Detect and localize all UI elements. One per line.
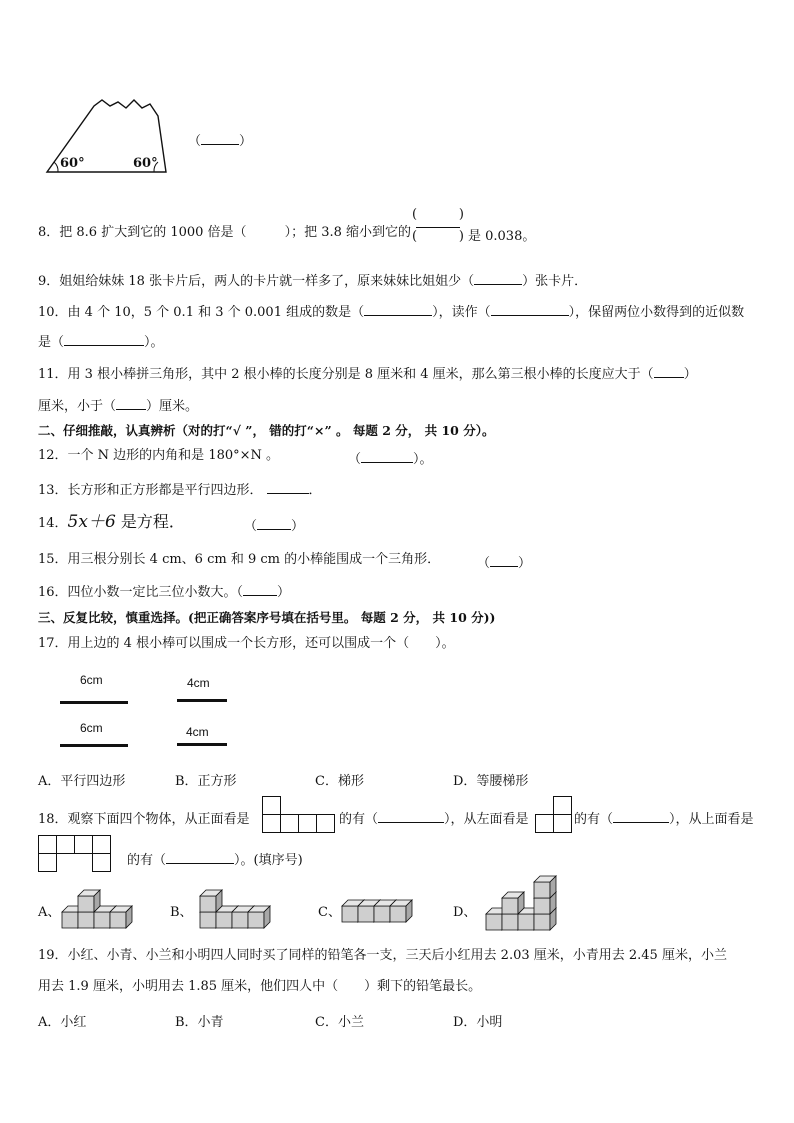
stick-2 [177,699,227,702]
q19-option-c[interactable]: C．小兰 [315,1015,364,1030]
question-17: 17．用上边的 4 根小棒可以围成一个长方形，还可以围成一个（ ）。 [38,636,455,651]
cube [78,890,100,912]
question-18-line2: 的有（ ）。(填序号) [127,853,303,868]
section-3-heading: 三、反复比较，慎重选择。(把正确答案序号填在括号里。 每题 2 分， 共 10 分)) [38,610,496,625]
top-view-figure [38,835,114,875]
q19-option-d[interactable]: D．小明 [453,1015,503,1030]
question-10-line2: 是（ ）。 [38,335,164,350]
question-12: 12．一个 N 边形的内角和是 180°×N 。 [38,448,280,463]
stick-label-1: 6cm [80,673,103,687]
question-11-line2: 厘米，小于（ ）厘米。 [38,399,199,414]
q18-option-a[interactable]: A、 [38,905,61,920]
q19-option-b[interactable]: B．小青 [175,1015,224,1030]
q14-answer-blank[interactable]: （ ） [244,519,305,534]
section-2-heading: 二、仔细推敲，认真辨析（对的打“√ ”， 错的打“×” 。 每题 2 分， 共 10 分）。 [38,423,495,438]
q11-min-blank[interactable] [654,365,684,378]
stick-4 [177,743,227,746]
question-16: 16．四位小数一定比三位小数大。（ ） [38,585,291,600]
q17-option-c[interactable]: C．梯形 [315,774,364,789]
q18-top-blank[interactable] [166,851,234,864]
q17-option-a[interactable]: A．平行四边形 [38,774,126,789]
q16-answer-blank[interactable] [243,583,277,596]
cube [248,906,270,928]
question-8: 8．把 8.6 扩大到它的 1000 倍是（ ）；把 3.8 缩小到它的 [38,225,412,240]
object-a-cubes [60,880,144,934]
q13-answer-blank[interactable] [267,481,309,494]
question-14: 14．5x＋6 是方程． [38,512,185,532]
q8-fraction-blank[interactable]: ( ) ( ) [412,207,464,244]
q19-option-a[interactable]: A．小红 [38,1015,87,1030]
stick-1 [60,701,128,704]
question-18-mid1: 的有（ ），从左面看是 [339,812,529,827]
stick-label-2: 4cm [187,676,210,690]
q17-option-b[interactable]: B．正方形 [175,774,237,789]
q18-option-c[interactable]: C、 [318,905,341,920]
triangle-angle-left: 60° [60,156,85,171]
triangle-angle-right: 60° [133,156,158,171]
question-11: 11．用 3 根小棒拼三角形，其中 2 根小棒的长度分别是 8 厘米和 4 厘米，那么第三根小棒的长度应大于（ ） [38,367,697,382]
cube [200,890,222,912]
triangle-answer-blank[interactable]: （ ） [188,134,253,149]
question-18-mid2: 的有（ ），从上面看是 [574,812,754,827]
object-b-cubes [196,880,286,934]
cube [534,876,556,898]
q17-option-d[interactable]: D．等腰梯形 [453,774,529,789]
stick-3 [60,744,128,747]
front-view-figure [262,796,338,834]
cube [390,900,412,922]
object-d-cubes [484,880,574,934]
q11-max-blank[interactable] [116,397,146,410]
object-c-cubes [340,880,430,934]
q10-approx-blank[interactable] [64,333,144,346]
stick-label-3: 6cm [80,721,103,735]
q10-reading-blank[interactable] [491,303,569,316]
q9-answer-blank[interactable] [474,272,522,285]
q18-option-b[interactable]: B、 [170,905,193,920]
question-15: 15．用三根分别长 4 cm、6 cm 和 9 cm 的小棒能围成一个三角形． [38,552,441,567]
question-19-line1: 19．小红、小青、小兰和小明四人同时买了同样的铅笔各一支，三天后小红用去 2.03 厘米，小青用去 2.45 厘米，小兰 [38,948,727,963]
left-view-figure [534,796,574,834]
question-10: 10．由 4 个 10，5 个 0.1 和 3 个 0.001 组成的数是（ ），读作（ ），保留两位小数得到的近似数 [38,305,745,320]
q15-answer-blank[interactable]: （ ） [477,556,532,571]
q12-answer-blank[interactable]: （ ）。 [348,452,433,467]
question-18-start: 18．观察下面四个物体，从正面看是 [38,812,250,827]
q18-front-blank[interactable] [378,810,444,823]
question-9: 9．姐姐给妹妹 18 张卡片后，两人的卡片就一样多了，原来妹妹比姐姐少（ ）张卡片． [38,274,588,289]
q18-option-d[interactable]: D、 [453,905,477,920]
q10-number-blank[interactable] [364,303,432,316]
question-19-line2: 用去 1.9 厘米，小明用去 1.85 厘米，他们四人中（ ）剩下的铅笔最长。 [38,979,482,994]
q18-left-blank[interactable] [613,810,669,823]
cube [502,892,524,914]
stick-label-4: 4cm [186,725,209,739]
q8-tail: 是 0.038。 [468,229,536,244]
cube [110,906,132,928]
question-13: 13．长方形和正方形都是平行四边形． ． [38,483,322,498]
